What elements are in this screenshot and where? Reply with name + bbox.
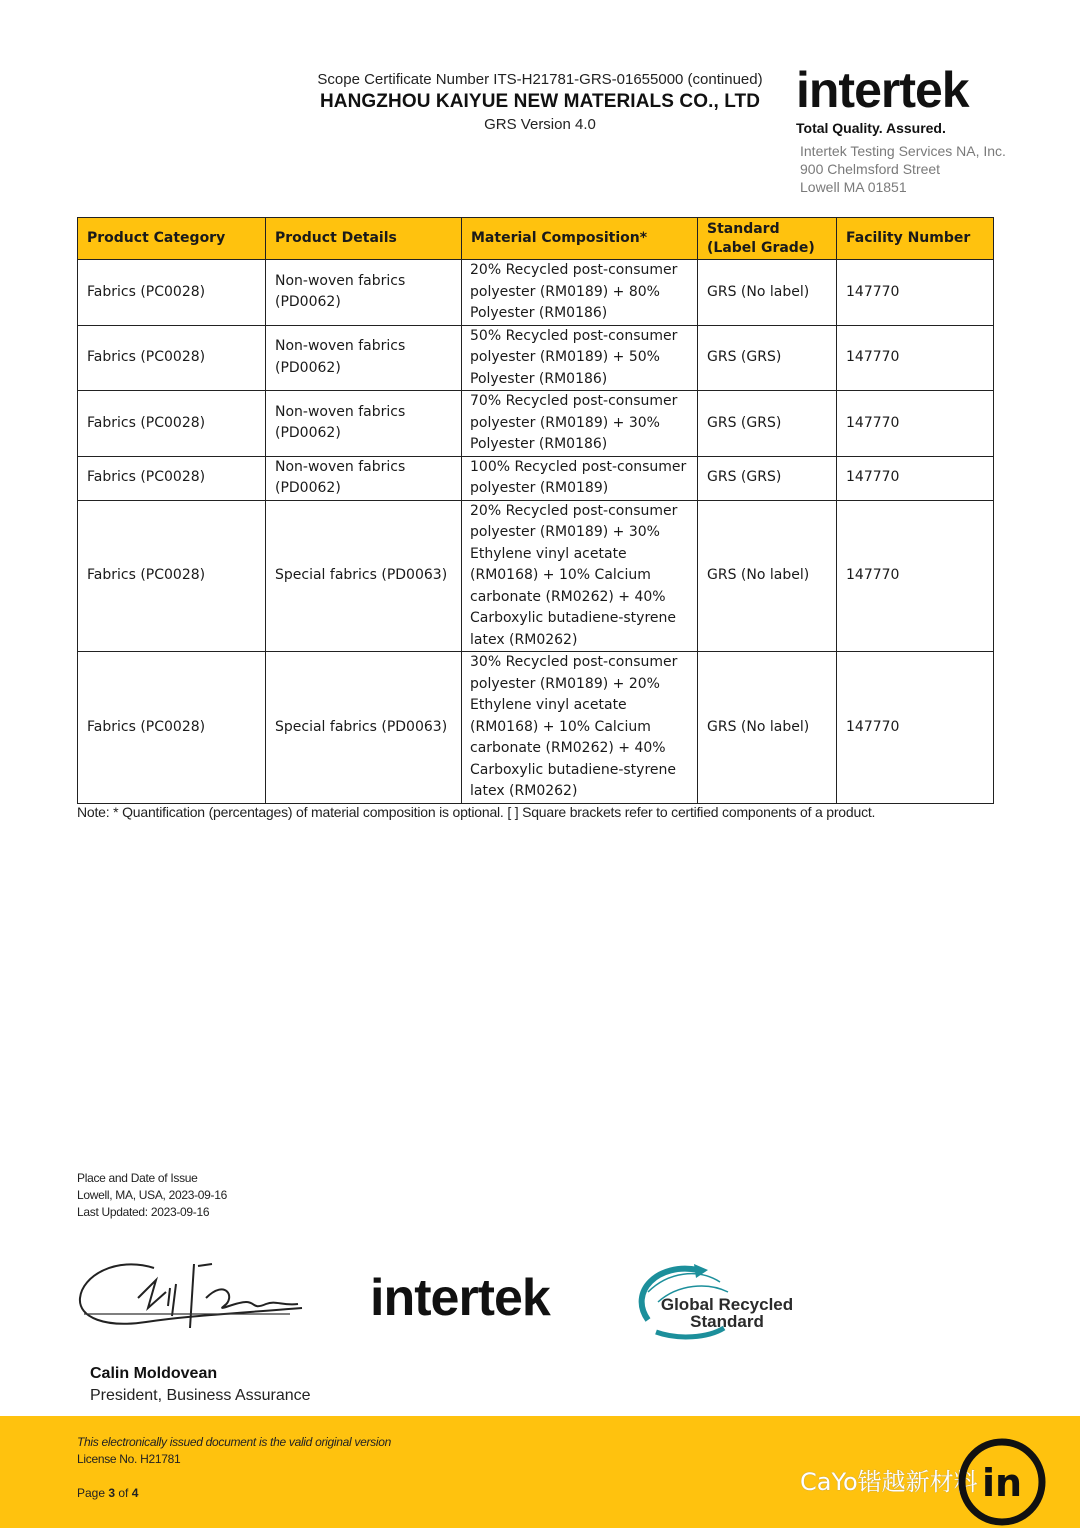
col-header-material-composition: Material Composition*: [462, 218, 698, 260]
grs-logo-line: Global Recycled: [660, 1295, 794, 1314]
license-number: License No. H21781: [77, 1452, 181, 1466]
brand-tagline: Total Quality. Assured.: [796, 120, 946, 136]
signer-title: President, Business Assurance: [90, 1387, 311, 1404]
cell-composition: 20% Recycled post-consumer polyester (RM0189) + 30% Ethylene vinyl acetate (RM0168) + 10% Calcium carbonate (RM0262) + 40% Carboxylic butadiene-styrene latex (RM0262): [462, 500, 698, 652]
grs-logo-line: Standard: [690, 1312, 764, 1331]
cell-category: Fabrics (PC0028): [78, 325, 266, 391]
table-row: [78, 652, 994, 804]
cell-facility: 147770: [837, 456, 994, 500]
cell-standard: GRS (No label): [698, 500, 837, 652]
cell-category: Fabrics (PC0028): [78, 391, 266, 457]
issue-info: [77, 1170, 227, 1221]
address-line: Lowell MA 01851: [800, 179, 907, 195]
intertek-seal-icon: [956, 1436, 1048, 1528]
cell-category: Fabrics (PC0028): [78, 500, 266, 652]
cell-composition: 100% Recycled post-consumer polyester (RM0189): [462, 456, 698, 500]
intertek-logo: intertek: [796, 62, 969, 118]
cell-standard: GRS (No label): [698, 260, 837, 326]
scope-certificate-number: Scope Certificate Number ITS-H21781-GRS-01655000 (continued): [317, 71, 763, 88]
cell-details: Special fabrics (PD0063): [266, 652, 462, 804]
validity-statement: This electronically issued document is the valid original version: [77, 1435, 391, 1449]
cell-details: Non-woven fabrics (PD0062): [266, 325, 462, 391]
page-current: 3: [108, 1486, 116, 1500]
grs-version: GRS Version 4.0: [484, 116, 596, 133]
brand-address: [796, 142, 1016, 196]
address-line: Intertek Testing Services NA, Inc.: [800, 143, 1006, 159]
col-header-standard: Standard (Label Grade): [698, 218, 837, 260]
company-name: HANGZHOU KAIYUE NEW MATERIALS CO., LTD: [319, 91, 761, 112]
cell-composition: 30% Recycled post-consumer polyester (RM0189) + 20% Ethylene vinyl acetate (RM0168) + 10% Calcium carbonate (RM0262) + 40% Carboxylic butadiene-styrene latex (RM0262): [462, 652, 698, 804]
signature-image: [76, 1258, 306, 1333]
cell-standard: GRS (No label): [698, 652, 837, 804]
cell-details: Non-woven fabrics (PD0062): [266, 260, 462, 326]
page-sep: of: [115, 1486, 132, 1500]
signer-block: [90, 1364, 311, 1408]
cell-standard: GRS (GRS): [698, 391, 837, 457]
signer-name: Calin Moldovean: [90, 1365, 218, 1382]
cell-facility: 147770: [837, 652, 994, 804]
intertek-header-block: [796, 62, 1016, 196]
address-line: 900 Chelmsford Street: [800, 161, 941, 177]
col-header-product-details: Product Details: [266, 218, 462, 260]
cell-details: Special fabrics (PD0063): [266, 500, 462, 652]
cell-standard: GRS (GRS): [698, 325, 837, 391]
cell-details: Non-woven fabrics (PD0062): [266, 456, 462, 500]
cell-details: Non-woven fabrics (PD0062): [266, 391, 462, 457]
intertek-center-logo: intertek: [370, 1269, 550, 1327]
cell-facility: 147770: [837, 325, 994, 391]
page-total: 4: [131, 1486, 139, 1500]
cell-composition: 70% Recycled post-consumer polyester (RM0189) + 30% Polyester (RM0186): [462, 391, 698, 457]
table-row: [78, 456, 994, 500]
watermark-text: CaYo锴越新材料: [800, 1468, 978, 1496]
scope-products-table: [77, 217, 994, 804]
col-header-facility-number: Facility Number: [837, 218, 994, 260]
certificate-header: [300, 70, 780, 136]
table-note: Note: * Quantification (percentages) of material composition is optional. [ ] Square brackets refer to certified components of a product.: [77, 804, 876, 820]
table-header-row: [78, 218, 994, 260]
cell-category: Fabrics (PC0028): [78, 652, 266, 804]
cell-composition: 20% Recycled post-consumer polyester (RM0189) + 80% Polyester (RM0186): [462, 260, 698, 326]
cell-facility: 147770: [837, 260, 994, 326]
cell-category: Fabrics (PC0028): [78, 456, 266, 500]
table-row: [78, 325, 994, 391]
cell-facility: 147770: [837, 500, 994, 652]
cell-composition: 50% Recycled post-consumer polyester (RM0189) + 50% Polyester (RM0186): [462, 325, 698, 391]
table-row: [78, 500, 994, 652]
cell-category: Fabrics (PC0028): [78, 260, 266, 326]
cell-facility: 147770: [837, 391, 994, 457]
page-number: [77, 1486, 138, 1500]
page-footer: [0, 1416, 1080, 1528]
grs-logo-text: [660, 1296, 794, 1330]
issue-label: Place and Date of Issue: [77, 1171, 198, 1185]
table-row: [78, 391, 994, 457]
col-header-product-category: Product Category: [78, 218, 266, 260]
table-row: [78, 260, 994, 326]
seal-letters: in: [981, 1461, 1023, 1505]
issue-place-date: Lowell, MA, USA, 2023-09-16: [77, 1188, 227, 1202]
cell-standard: GRS (GRS): [698, 456, 837, 500]
page-prefix: Page: [77, 1486, 109, 1500]
last-updated: Last Updated: 2023-09-16: [77, 1205, 210, 1219]
